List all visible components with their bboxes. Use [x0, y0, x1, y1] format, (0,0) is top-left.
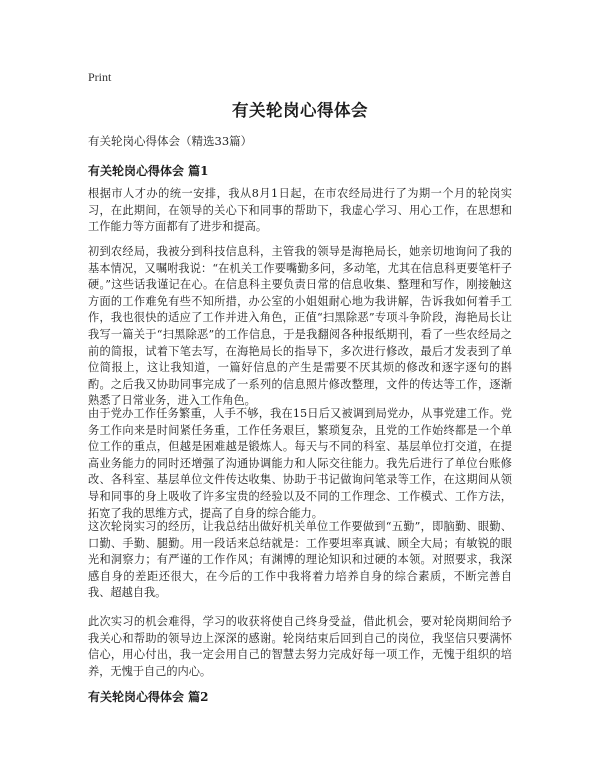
paragraph-4: 这次轮岗实习的经历，让我总结出做好机关单位工作要做到“五勤”，即脑勤、眼勤、口勤、手勤、腿勤。用一段话来总结就是：工作要坦率真诚、顾全大局；有敏锐的眼光和洞察力；有严谨的工作作风；有渊博的理论知识和过硬的本领。对照要求，我深感自身的差距还很大，在今后的工作中我将着力培养自身的综合素质，不断完善自我、超越自我。: [88, 520, 512, 600]
document-subtitle: 有关轮岗心得体会（精选33篇）: [88, 134, 253, 148]
page-title: 有关轮岗心得体会: [232, 101, 368, 120]
paragraph-2: 初到农经局，我被分到科技信息科，主管我的领导是海艳局长，她亲切地询问了我的基本情况，又嘱咐我说：“在机关工作要嘴勤多问，多动笔，尤其在信息科更要笔杆子硬。”这些话我谨记在心。在信息科主要负责日常的信息收集、整理和写作，刚接触这方面的工作难免有些不知所措，办公室的小姐姐耐心地为我讲解，告诉我如何着手工作，我也很快的适应了工作并进入角色，正值“扫黑除恶”专项斗争阶段，海艳局长让我写一篇关于“扫黑除恶”的工作信息，于是我翻阅各种报纸期刊，看了一些农经局之前的简报，试着下笔去写，在海艳局长的指导下，多次进行修改，最后才发表到了单位简报上，这让我知道，一篇好信息的产生是需要不厌其烦的修改和逐字逐句的斟酌。之后我又协助同事完成了一系列的信息照片修改整理，文件的传达等工作，逐渐熟悉了日常业务，进入工作角色。: [88, 245, 512, 408]
section-heading-1: 有关轮岗心得体会 篇1: [88, 164, 209, 178]
paragraph-1: 根据市人才办的统一安排，我从8月1日起，在市农经局进行了为期一个月的轮岗实习，在此期间，在领导的关心下和同事的帮助下，我虚心学习、用心工作，在思想和工作能力等方面都有了进步和提高。: [88, 187, 512, 234]
print-link[interactable]: Print: [88, 70, 112, 84]
paragraph-5: 此次实习的机会难得，学习的收获将使自己终身受益，借此机会，要对轮岗期间给予我关心和帮助的领导边上深深的感谢。轮岗结束后回到自己的岗位，我坚信只要满怀信心，用心付出，我一定会用自己的智慧去努力完成好每一项工作，无愧于组织的培养，无愧于自己的内心。: [88, 615, 512, 678]
paragraph-3: 由于党办工作任务繁重，人手不够，我在15日后又被调到局党办，从事党建工作。党务工作向来是时间紧任务重，工作任务艰巨，繁琐复杂，且党的工作始终都是一个单位工作的重点，但越是困难越是锻炼人。每天与不同的科室、基层单位打交道，在提高业务能力的同时还增强了沟通协调能力和人际交往能力。我先后进行了单位台账修改、各科室、基层单位文件传达收集、协助于书记做询问笔录等工作，在这期间从领导和同事的身上吸收了许多宝贵的经验以及不同的工作理念、工作模式、工作方法，拓宽了我的思维方式，提高了自身的综合能力。: [88, 407, 512, 520]
section-heading-2: 有关轮岗心得体会 篇2: [88, 690, 209, 704]
